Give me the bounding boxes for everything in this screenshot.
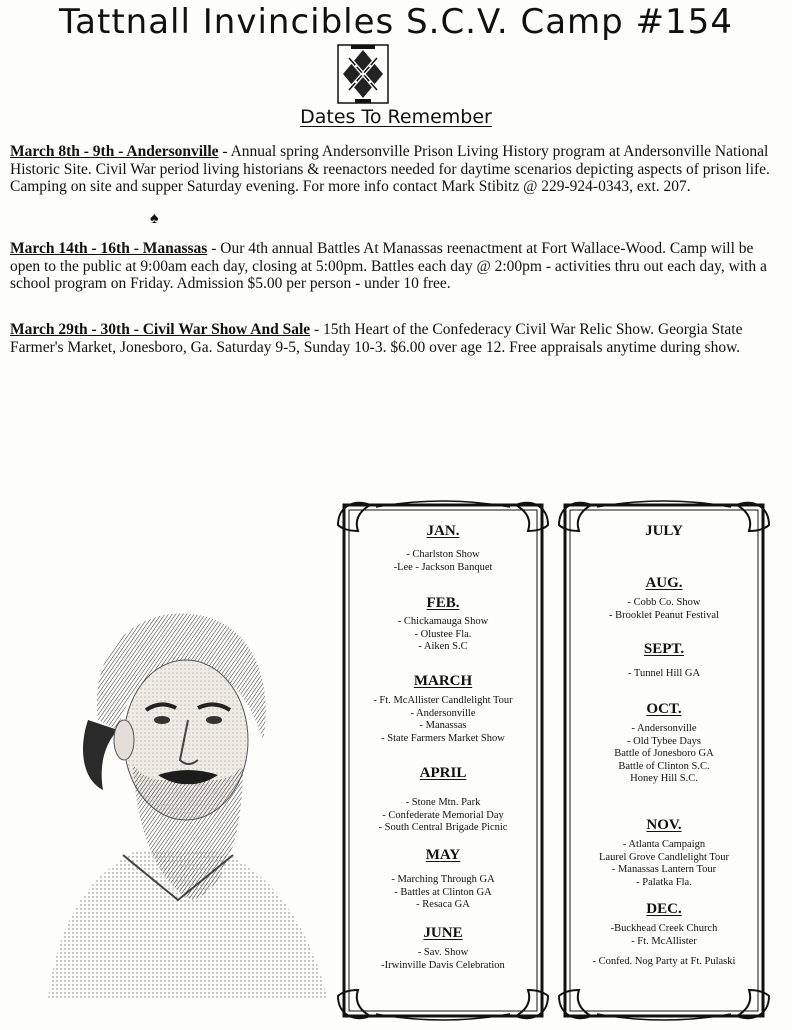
list-item: - Andersonville (631, 723, 697, 734)
list-item: - Olustee Fla. (414, 628, 472, 640)
month-june: JUNE (423, 925, 463, 941)
list-item: - Resaca GA (416, 899, 470, 910)
month-list (571, 597, 757, 622)
calendar-panel-right (557, 497, 771, 1024)
list-item: -Buckhead Creek Church (610, 923, 718, 934)
portrait-engraving (28, 600, 328, 1000)
list-item: Battle of Jonesboro GA (614, 748, 714, 759)
month-march: MARCH (413, 673, 473, 689)
month-list (571, 923, 757, 969)
event-manassas (10, 240, 782, 293)
month-list (350, 797, 536, 835)
calendar-panel-left (336, 497, 550, 1024)
month-april: APRIL (419, 765, 467, 781)
list-item: - Manassas (419, 720, 467, 731)
month-feb: FEB. (426, 595, 460, 611)
event-body: - Annual spring Andersonville Prison Living History program at Andersonville National Historic Site. Civil War period living historians & reenactors needed for daytime scenarios depicting aspects of prison life. Camping on site and supper Saturday evening. For more info contact Mark Stibitz @ 229-924-0343, ext. 207. (10, 143, 770, 195)
list-item: - Battles at Clinton GA (394, 886, 492, 898)
event-body: - 15th Heart of the Confederacy Civil War Relic Show. Georgia State Farmer's Market, Jonesboro, Ga. Saturday 9-5, Sunday 10-3. $6.00 over age 12. Free appraisals anytime during show. (10, 321, 743, 356)
list-item: - Aiken S.C (418, 641, 468, 652)
list-item: Honey Hill S.C. (630, 773, 698, 784)
month-list (571, 723, 757, 786)
month-nov: NOV. (646, 817, 682, 833)
list-item: - Charlston Show (406, 549, 480, 560)
event-heading: March 29th - 30th - Civil War Show And Sale (10, 321, 311, 338)
month-may: MAY (425, 847, 461, 863)
month-list (350, 549, 536, 574)
page-title: Tattnall Invincibles S.C.V. Camp #154 (59, 2, 733, 42)
list-item: - Chickamauga Show (397, 616, 489, 627)
month-list (350, 616, 536, 654)
list-item: - Cobb Co. Show (627, 597, 701, 608)
event-body: - Our 4th annual Battles At Manassas reenactment at Fort Wallace-Wood. Camp will be open to the public at 9:00am each day, closing at 5:00pm. Battles each day @ 2:00pm - activities thru out each day, with a school program on Friday. Admission $5.00 per person - under 10 free. (10, 240, 767, 292)
event-andersonville (10, 143, 782, 196)
month-sept: SEPT. (643, 641, 685, 657)
calendar-content (350, 497, 536, 1024)
list-item: -Irwinville Davis Celebration (381, 959, 505, 971)
list-item: - Atlanta Campaign (622, 839, 706, 850)
list-item: - Manassas Lantern Tour (611, 864, 717, 875)
scv-emblem-icon (337, 44, 389, 104)
list-item: - Old Tybee Days (626, 735, 701, 747)
list-item: - Andersonville (410, 707, 476, 719)
spacer (571, 948, 757, 956)
list-item: - Palatka Fla. (636, 876, 692, 888)
month-aug: AUG. (645, 575, 683, 591)
list-item: - Ft. McAllister Candlelight Tour (373, 695, 513, 706)
list-item: - State Farmers Market Show (381, 732, 505, 744)
month-list (350, 695, 536, 745)
list-item: - Marching Through GA (391, 874, 495, 885)
month-dec: DEC. (646, 901, 682, 917)
dates-to-remember: Dates To Remember (300, 106, 492, 128)
calendar-content (571, 497, 757, 1024)
list-item: - Tunnel Hill GA (627, 668, 701, 679)
month-list (571, 839, 757, 889)
list-item: Battle of Clinton S.C. (618, 760, 710, 772)
list-item: - Confederate Memorial Day (382, 809, 504, 821)
month-oct: OCT. (646, 701, 682, 717)
list-item: - Brooklet Peanut Festival (609, 609, 719, 621)
month-jan: JAN. (426, 523, 460, 539)
list-item: - Stone Mtn. Park (405, 797, 481, 808)
spade-icon: ♠ (150, 210, 159, 227)
section-heading (0, 106, 792, 128)
list-item: - Ft. McAllister (631, 935, 697, 947)
event-heading: March 14th - 16th - Manassas (10, 240, 208, 257)
month-list (350, 947, 536, 972)
month-list (571, 668, 757, 681)
list-item: - Confed. Nog Party at Ft. Pulaski (592, 956, 736, 967)
list-item: - Sav. Show (417, 947, 469, 958)
event-civil-war-show (10, 321, 782, 356)
month-july: JULY (645, 523, 683, 539)
event-heading: March 8th - 9th - Andersonville (10, 143, 219, 160)
list-item: - South Central Brigade Picnic (378, 822, 508, 833)
month-list (350, 874, 536, 912)
list-item: -Lee - Jackson Banquet (393, 561, 493, 573)
list-item: Laurel Grove Candlelight Tour (599, 851, 729, 863)
